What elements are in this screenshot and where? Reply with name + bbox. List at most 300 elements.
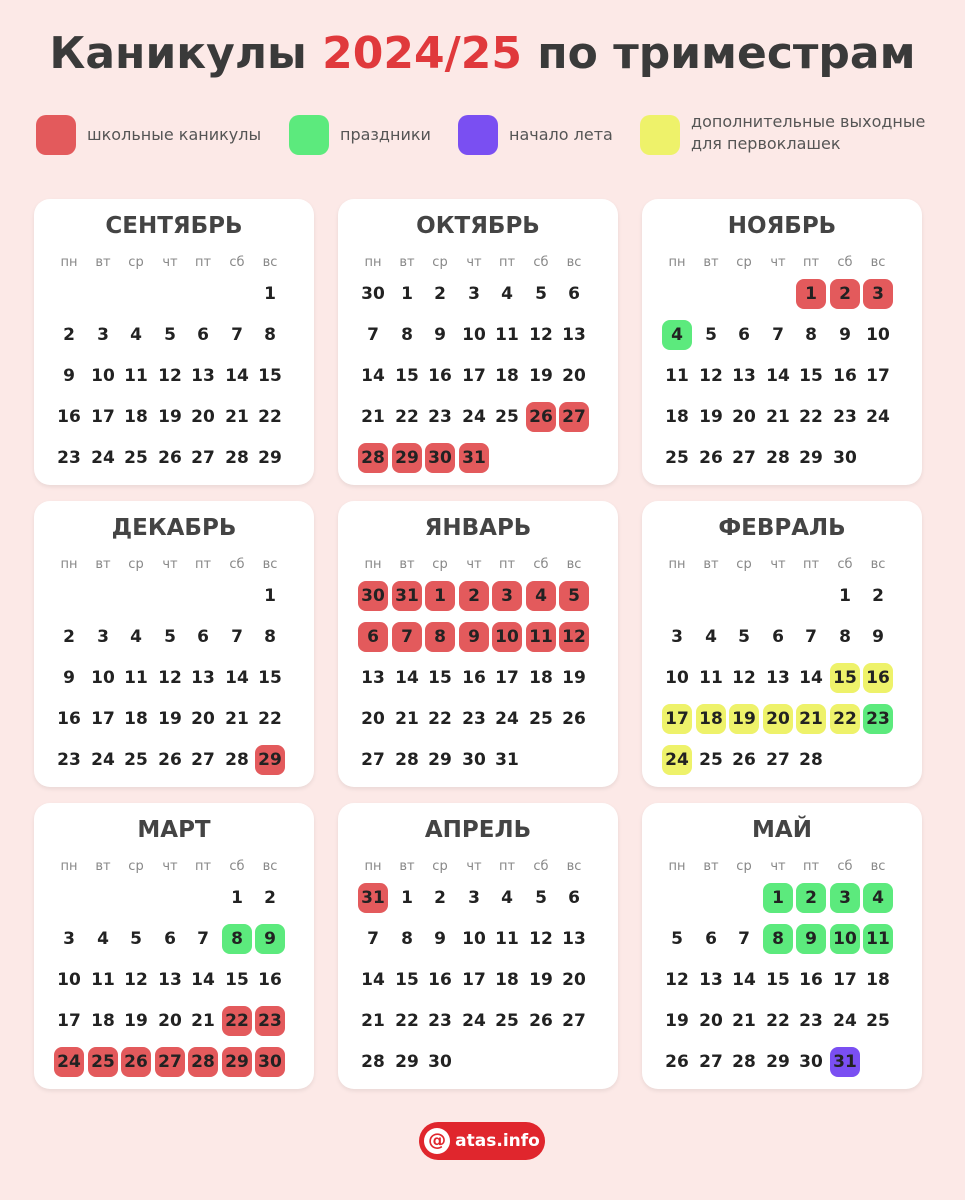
day-cell: 27 xyxy=(766,750,790,770)
day-cell: 22 xyxy=(395,407,419,427)
weekday-label: вс xyxy=(870,859,886,874)
weekday-label: чт xyxy=(466,557,482,572)
day-cell: 14 xyxy=(361,366,385,386)
day-cell: 1 xyxy=(796,279,826,309)
weekday-label: ср xyxy=(128,557,144,572)
day-cell: 12 xyxy=(665,970,689,990)
day-cell: 23 xyxy=(57,448,81,468)
day-cell: 19 xyxy=(665,1011,689,1031)
day-cell: 24 xyxy=(54,1047,84,1077)
day-cell: 24 xyxy=(462,407,486,427)
day-cell: 13 xyxy=(191,366,215,386)
day-cell: 8 xyxy=(425,622,455,652)
weekday-label: вт xyxy=(399,859,415,874)
weekday-label: сб xyxy=(837,255,853,270)
day-cell: 30 xyxy=(833,448,857,468)
weekday-label: вт xyxy=(95,859,111,874)
legend-swatch-holiday xyxy=(289,115,329,155)
day-cell: 30 xyxy=(255,1047,285,1077)
weekday-label: вс xyxy=(870,255,886,270)
day-cell: 6 xyxy=(197,627,209,647)
legend-item-extra xyxy=(640,112,940,155)
day-cell: 23 xyxy=(428,1011,452,1031)
weekday-label: пт xyxy=(194,255,212,270)
day-cell: 11 xyxy=(665,366,689,386)
legend-label: школьные каникулы xyxy=(87,125,262,144)
day-cell: 27 xyxy=(191,750,215,770)
weekday-label: сб xyxy=(533,859,549,874)
day-cell: 27 xyxy=(155,1047,185,1077)
weekday-label: пн xyxy=(364,859,382,874)
weekday-label: сб xyxy=(533,255,549,270)
day-cell: 2 xyxy=(872,586,884,606)
day-cell: 3 xyxy=(863,279,893,309)
weekday-label: пн xyxy=(364,255,382,270)
day-cell: 31 xyxy=(495,750,519,770)
day-cell: 1 xyxy=(763,883,793,913)
weekday-label: чт xyxy=(162,859,178,874)
day-cell: 2 xyxy=(63,627,75,647)
day-cell: 4 xyxy=(863,883,893,913)
day-cell: 20 xyxy=(732,407,756,427)
day-cell: 21 xyxy=(225,709,249,729)
day-cell: 16 xyxy=(863,663,893,693)
weekday-label: чт xyxy=(770,557,786,572)
month-name: ОКТЯБРЬ xyxy=(416,213,540,239)
day-cell: 5 xyxy=(164,325,176,345)
day-cell: 18 xyxy=(495,366,519,386)
day-cell: 30 xyxy=(361,284,385,304)
day-cell: 25 xyxy=(665,448,689,468)
day-cell: 16 xyxy=(833,366,857,386)
weekday-label: вс xyxy=(870,557,886,572)
day-cell: 10 xyxy=(830,924,860,954)
weekday-label: ср xyxy=(736,557,752,572)
day-cell: 15 xyxy=(428,668,452,688)
weekday-label: ср xyxy=(736,255,752,270)
day-cell: 10 xyxy=(91,366,115,386)
day-cell: 8 xyxy=(763,924,793,954)
day-cell: 15 xyxy=(830,663,860,693)
month-name: МАРТ xyxy=(137,817,211,843)
day-cell: 28 xyxy=(188,1047,218,1077)
legend-item-holiday xyxy=(289,115,439,155)
weekday-label: ср xyxy=(128,859,144,874)
day-cell: 29 xyxy=(258,448,282,468)
day-cell: 3 xyxy=(468,284,480,304)
day-cell: 20 xyxy=(361,709,385,729)
day-cell: 31 xyxy=(459,443,489,473)
day-cell: 21 xyxy=(361,1011,385,1031)
weekday-label: пн xyxy=(60,255,78,270)
day-cell: 30 xyxy=(462,750,486,770)
weekday-label: пт xyxy=(498,859,516,874)
day-cell: 6 xyxy=(197,325,209,345)
day-cell: 17 xyxy=(462,970,486,990)
day-cell: 18 xyxy=(866,970,890,990)
day-cell: 11 xyxy=(495,929,519,949)
day-cell: 3 xyxy=(830,883,860,913)
day-cell: 13 xyxy=(732,366,756,386)
day-cell: 8 xyxy=(264,325,276,345)
day-cell: 9 xyxy=(434,325,446,345)
legend-item-summer xyxy=(458,115,618,155)
day-cell: 8 xyxy=(805,325,817,345)
weekday-label: вс xyxy=(262,557,278,572)
day-cell: 24 xyxy=(866,407,890,427)
weekday-label: вт xyxy=(703,557,719,572)
day-cell: 1 xyxy=(231,888,243,908)
weekday-label: вт xyxy=(703,255,719,270)
day-cell: 11 xyxy=(495,325,519,345)
weekday-label: вс xyxy=(262,859,278,874)
month-card xyxy=(642,803,922,1089)
day-cell: 14 xyxy=(361,970,385,990)
day-cell: 28 xyxy=(395,750,419,770)
day-cell: 7 xyxy=(392,622,422,652)
day-cell: 4 xyxy=(97,929,109,949)
weekday-label: вс xyxy=(262,255,278,270)
weekday-label: вт xyxy=(399,557,415,572)
day-cell: 6 xyxy=(738,325,750,345)
weekday-label: ср xyxy=(128,255,144,270)
day-cell: 13 xyxy=(158,970,182,990)
day-cell: 8 xyxy=(401,325,413,345)
page-title xyxy=(0,28,965,79)
day-cell: 24 xyxy=(495,709,519,729)
weekday-label: вт xyxy=(95,255,111,270)
day-cell: 30 xyxy=(428,1052,452,1072)
day-cell: 13 xyxy=(766,668,790,688)
day-cell: 28 xyxy=(358,443,388,473)
day-cell: 21 xyxy=(361,407,385,427)
day-cell: 10 xyxy=(492,622,522,652)
day-cell: 18 xyxy=(124,709,148,729)
day-cell: 5 xyxy=(130,929,142,949)
title-prefix: Каникулы xyxy=(49,28,307,79)
day-cell: 18 xyxy=(91,1011,115,1031)
day-cell: 4 xyxy=(501,284,513,304)
day-cell: 13 xyxy=(191,668,215,688)
day-cell: 1 xyxy=(401,284,413,304)
title-year: 2024/25 xyxy=(322,28,522,79)
day-cell: 25 xyxy=(699,750,723,770)
day-cell: 16 xyxy=(428,970,452,990)
day-cell: 10 xyxy=(866,325,890,345)
brand-text: atas.info xyxy=(455,1131,540,1151)
day-cell: 3 xyxy=(468,888,480,908)
day-cell: 27 xyxy=(559,402,589,432)
day-cell: 16 xyxy=(428,366,452,386)
day-cell: 2 xyxy=(63,325,75,345)
weekday-label: сб xyxy=(229,557,245,572)
day-cell: 27 xyxy=(361,750,385,770)
day-cell: 25 xyxy=(529,709,553,729)
day-cell: 21 xyxy=(796,704,826,734)
day-cell: 3 xyxy=(97,627,109,647)
day-cell: 21 xyxy=(191,1011,215,1031)
day-cell: 4 xyxy=(705,627,717,647)
at-icon: @ xyxy=(424,1128,450,1154)
day-cell: 10 xyxy=(665,668,689,688)
day-cell: 5 xyxy=(164,627,176,647)
day-cell: 17 xyxy=(91,709,115,729)
day-cell: 12 xyxy=(529,929,553,949)
day-cell: 6 xyxy=(568,284,580,304)
day-cell: 8 xyxy=(839,627,851,647)
day-cell: 13 xyxy=(562,325,586,345)
legend-swatch-extra xyxy=(640,115,680,155)
day-cell: 26 xyxy=(562,709,586,729)
weekday-label: пт xyxy=(802,859,820,874)
day-cell: 23 xyxy=(462,709,486,729)
day-cell: 22 xyxy=(766,1011,790,1031)
day-cell: 2 xyxy=(459,581,489,611)
day-cell: 5 xyxy=(705,325,717,345)
day-cell: 28 xyxy=(225,750,249,770)
weekday-label: чт xyxy=(466,255,482,270)
day-cell: 12 xyxy=(529,325,553,345)
weekday-label: сб xyxy=(837,557,853,572)
month-card xyxy=(642,501,922,787)
day-cell: 1 xyxy=(264,586,276,606)
day-cell: 15 xyxy=(395,366,419,386)
day-cell: 25 xyxy=(124,750,148,770)
day-cell: 26 xyxy=(158,750,182,770)
day-cell: 4 xyxy=(662,320,692,350)
day-cell: 23 xyxy=(799,1011,823,1031)
day-cell: 30 xyxy=(425,443,455,473)
weekday-label: чт xyxy=(162,255,178,270)
day-cell: 15 xyxy=(258,668,282,688)
day-cell: 1 xyxy=(401,888,413,908)
day-cell: 28 xyxy=(799,750,823,770)
legend-label: дополнительные выходные для первоклашек xyxy=(691,112,926,153)
weekday-label: ср xyxy=(736,859,752,874)
day-cell: 31 xyxy=(830,1047,860,1077)
weekday-label: пн xyxy=(668,255,686,270)
day-cell: 11 xyxy=(124,668,148,688)
day-cell: 9 xyxy=(839,325,851,345)
day-cell: 2 xyxy=(434,888,446,908)
day-cell: 22 xyxy=(258,407,282,427)
day-cell: 9 xyxy=(63,668,75,688)
weekday-label: пн xyxy=(364,557,382,572)
day-cell: 3 xyxy=(63,929,75,949)
day-cell: 1 xyxy=(264,284,276,304)
day-cell: 20 xyxy=(763,704,793,734)
day-cell: 23 xyxy=(863,704,893,734)
weekday-label: пт xyxy=(498,557,516,572)
day-cell: 12 xyxy=(559,622,589,652)
day-cell: 17 xyxy=(495,668,519,688)
weekday-label: сб xyxy=(229,859,245,874)
day-cell: 7 xyxy=(197,929,209,949)
day-cell: 23 xyxy=(255,1006,285,1036)
day-cell: 6 xyxy=(772,627,784,647)
weekday-label: сб xyxy=(229,255,245,270)
day-cell: 22 xyxy=(428,709,452,729)
day-cell: 12 xyxy=(699,366,723,386)
day-cell: 16 xyxy=(258,970,282,990)
day-cell: 22 xyxy=(799,407,823,427)
day-cell: 6 xyxy=(164,929,176,949)
weekday-label: ср xyxy=(432,255,448,270)
day-cell: 7 xyxy=(805,627,817,647)
day-cell: 14 xyxy=(766,366,790,386)
day-cell: 22 xyxy=(258,709,282,729)
day-cell: 21 xyxy=(732,1011,756,1031)
day-cell: 2 xyxy=(796,883,826,913)
day-cell: 16 xyxy=(462,668,486,688)
legend-item-vacation xyxy=(36,115,271,155)
day-cell: 20 xyxy=(562,970,586,990)
day-cell: 23 xyxy=(57,750,81,770)
day-cell: 31 xyxy=(392,581,422,611)
day-cell: 19 xyxy=(729,704,759,734)
day-cell: 27 xyxy=(699,1052,723,1072)
day-cell: 25 xyxy=(495,407,519,427)
month-name: МАЙ xyxy=(752,817,812,843)
day-cell: 26 xyxy=(699,448,723,468)
day-cell: 5 xyxy=(738,627,750,647)
month-name: ЯНВАРЬ xyxy=(424,515,532,541)
day-cell: 11 xyxy=(91,970,115,990)
day-cell: 12 xyxy=(158,366,182,386)
day-cell: 11 xyxy=(863,924,893,954)
weekday-label: пт xyxy=(194,557,212,572)
day-cell: 26 xyxy=(526,402,556,432)
day-cell: 7 xyxy=(231,325,243,345)
day-cell: 29 xyxy=(799,448,823,468)
day-cell: 26 xyxy=(529,1011,553,1031)
day-cell: 19 xyxy=(529,366,553,386)
day-cell: 2 xyxy=(830,279,860,309)
day-cell: 13 xyxy=(562,929,586,949)
day-cell: 9 xyxy=(63,366,75,386)
day-cell: 10 xyxy=(91,668,115,688)
month-name: ФЕВРАЛЬ xyxy=(718,515,846,541)
day-cell: 17 xyxy=(91,407,115,427)
weekday-label: вт xyxy=(399,255,415,270)
day-cell: 4 xyxy=(130,627,142,647)
day-cell: 19 xyxy=(699,407,723,427)
day-cell: 21 xyxy=(766,407,790,427)
month-card xyxy=(34,803,314,1089)
day-cell: 15 xyxy=(258,366,282,386)
day-cell: 22 xyxy=(222,1006,252,1036)
day-cell: 25 xyxy=(495,1011,519,1031)
day-cell: 6 xyxy=(568,888,580,908)
day-cell: 31 xyxy=(358,883,388,913)
day-cell: 29 xyxy=(222,1047,252,1077)
month-name: СЕНТЯБРЬ xyxy=(105,213,243,239)
day-cell: 7 xyxy=(772,325,784,345)
day-cell: 26 xyxy=(121,1047,151,1077)
day-cell: 17 xyxy=(57,1011,81,1031)
day-cell: 28 xyxy=(766,448,790,468)
day-cell: 22 xyxy=(395,1011,419,1031)
day-cell: 2 xyxy=(264,888,276,908)
weekday-label: ср xyxy=(432,557,448,572)
day-cell: 10 xyxy=(57,970,81,990)
month-card xyxy=(338,501,618,787)
day-cell: 29 xyxy=(392,443,422,473)
weekday-label: сб xyxy=(837,859,853,874)
weekday-label: пт xyxy=(802,557,820,572)
month-card xyxy=(338,199,618,485)
day-cell: 10 xyxy=(462,929,486,949)
legend xyxy=(0,112,965,165)
day-cell: 30 xyxy=(358,581,388,611)
month-card xyxy=(642,199,922,485)
day-cell: 17 xyxy=(866,366,890,386)
day-cell: 12 xyxy=(158,668,182,688)
month-card xyxy=(34,501,314,787)
day-cell: 8 xyxy=(401,929,413,949)
day-cell: 20 xyxy=(191,407,215,427)
title-suffix: по триместрам xyxy=(537,28,916,79)
day-cell: 11 xyxy=(699,668,723,688)
day-cell: 29 xyxy=(766,1052,790,1072)
day-cell: 9 xyxy=(796,924,826,954)
day-cell: 7 xyxy=(367,929,379,949)
weekday-label: чт xyxy=(162,557,178,572)
day-cell: 12 xyxy=(124,970,148,990)
day-cell: 20 xyxy=(562,366,586,386)
day-cell: 16 xyxy=(799,970,823,990)
day-cell: 17 xyxy=(833,970,857,990)
day-cell: 27 xyxy=(732,448,756,468)
day-cell: 4 xyxy=(501,888,513,908)
month-name: АПРЕЛЬ xyxy=(424,817,532,843)
day-cell: 29 xyxy=(255,745,285,775)
day-cell: 14 xyxy=(191,970,215,990)
day-cell: 11 xyxy=(124,366,148,386)
day-cell: 15 xyxy=(395,970,419,990)
day-cell: 25 xyxy=(866,1011,890,1031)
weekday-label: ср xyxy=(432,859,448,874)
day-cell: 14 xyxy=(225,668,249,688)
legend-label: праздники xyxy=(340,125,431,144)
day-cell: 24 xyxy=(662,745,692,775)
day-cell: 17 xyxy=(462,366,486,386)
day-cell: 23 xyxy=(428,407,452,427)
weekday-label: пт xyxy=(498,255,516,270)
legend-swatch-vacation xyxy=(36,115,76,155)
day-cell: 8 xyxy=(264,627,276,647)
weekday-label: пн xyxy=(60,557,78,572)
day-cell: 19 xyxy=(562,668,586,688)
day-cell: 10 xyxy=(462,325,486,345)
day-cell: 28 xyxy=(732,1052,756,1072)
day-cell: 6 xyxy=(705,929,717,949)
day-cell: 28 xyxy=(225,448,249,468)
month-name: ДЕКАБРЬ xyxy=(111,515,237,541)
weekday-label: вт xyxy=(95,557,111,572)
weekday-label: вс xyxy=(566,557,582,572)
day-cell: 18 xyxy=(124,407,148,427)
day-cell: 30 xyxy=(799,1052,823,1072)
day-cell: 9 xyxy=(872,627,884,647)
day-cell: 26 xyxy=(732,750,756,770)
weekday-label: пт xyxy=(802,255,820,270)
day-cell: 22 xyxy=(830,704,860,734)
day-cell: 11 xyxy=(526,622,556,652)
day-cell: 1 xyxy=(839,586,851,606)
day-cell: 26 xyxy=(158,448,182,468)
day-cell: 28 xyxy=(361,1052,385,1072)
